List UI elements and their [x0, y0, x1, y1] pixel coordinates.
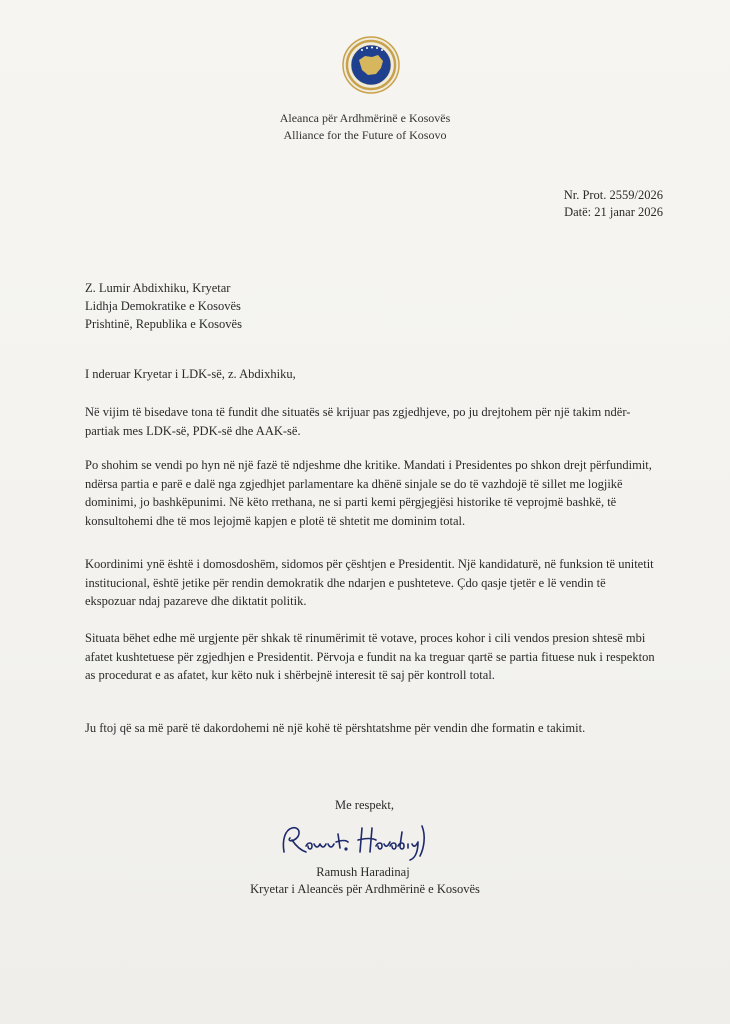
signature-text: Ramush Haradinaj	[276, 862, 284, 863]
recipient-name: Z. Lumir Abdixhiku, Kryetar	[85, 281, 231, 295]
signer-title: Kryetar i Aleancës për Ardhmërinë e Kosovës	[250, 882, 480, 896]
body-paragraph: Koordinimi ynë është i domosdoshëm, sidomos për çështjen e Presidentit. Një kandidaturë, në funksion të unitetit institucional, është jetike për rendin demokratik dhe ndarjen e pushteteve. Çdo qasje tjetër e lë vendin të ekspozuar ndaj pazareve dhe diktatit politik.	[85, 557, 654, 608]
body-paragraph: Situata bëhet edhe më urgjente për shkak të rinumërimit të votave, proces kohor i cili vendos presion shtesë mbi afatet kushtetuese për zgjedhjen e Presidentit. Përvoja e fundit na ka treguar qartë se partia fituese nuk i respekton as procedurat e as afatet, kur këto nuk i shërbejnë interesit të saj për kontroll total.	[85, 631, 655, 682]
letter-date: Datë: 21 janar 2026	[564, 205, 663, 219]
body-paragraph: Ju ftoj që sa më parë të dakordohemi në një kohë të përshtatshme për vendin dhe formatin e takimit.	[85, 721, 586, 735]
recipient-organization: Lidhja Demokratike e Kosovës	[85, 299, 241, 313]
recipient-location: Prishtinë, Republika e Kosovës	[85, 317, 242, 331]
signer-name: Ramush Haradinaj	[316, 865, 410, 879]
body-paragraph: Në vijim të bisedave tona të fundit dhe situatës së krijuar pas zgjedhjeve, po ju drejtohem për një takim ndër-partiak mes LDK-së, PDK-së dhe AAK-së.	[85, 405, 631, 438]
body-paragraph: Po shohim se vendi po hyn në një fazë të ndjeshme dhe kritike. Mandati i Presidentes po shkon drejt përfundimit, ndërsa partia e parë e dalë nga zgjedhjet parlamentare ka dhënë sinjale se do të vazhdojë të sillet me logjikë dominimi, jo bashkëpunimi. Në këto rrethana, ne si parti kemi përgjegjësi historike të veprojmë bashkë, të konsultohemi dhe të mos lejojmë kapjen e plotë të shtetit me dominim total.	[85, 458, 652, 528]
protocol-number: Nr. Prot. 2559/2026	[563, 188, 663, 202]
handwritten-signature-icon	[276, 818, 436, 862]
salutation: I nderuar Kryetar i LDK-së, z. Abdixhiku,	[85, 367, 296, 381]
aak-emblem-icon	[341, 35, 401, 95]
valediction: Me respekt,	[335, 798, 395, 812]
org-name-english: Alliance for the Future of Kosovo	[283, 128, 447, 142]
org-name-albanian: Aleanca për Ardhmërinë e Kosovës	[279, 111, 451, 125]
